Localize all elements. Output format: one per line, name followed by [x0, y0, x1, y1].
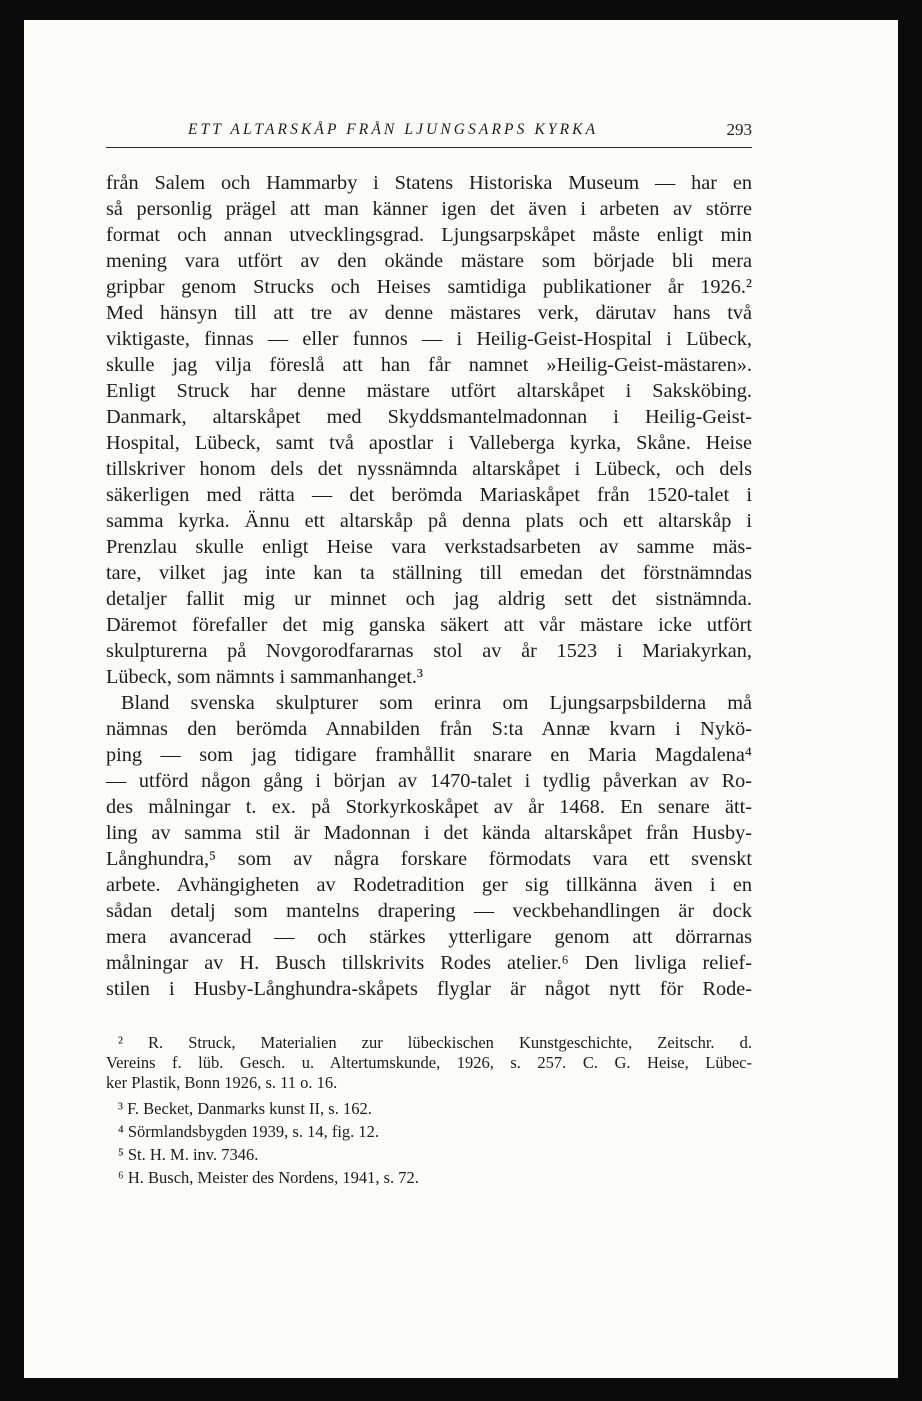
- body-line: Enligt Struck har denne mästare utfört altarskåpet i Saksköbing.: [106, 380, 752, 402]
- body-line: tare, vilket jag inte kan ta ställning till emedan det förstnämndas: [106, 562, 752, 584]
- body-line: målningar av H. Busch tillskrivits Rodes atelier.⁶ Den livliga relief-: [106, 952, 752, 974]
- body-line: des målningar t. ex. på Storkyrkoskåpet av år 1468. En senare ätt-: [106, 796, 752, 818]
- body-line: mera avancerad — och stärkes ytterligare genom att dörrarnas: [106, 926, 752, 948]
- body-line: arbete. Avhängigheten av Rodetradition ger sig tillkänna även i en: [106, 874, 752, 896]
- body-line: sådan detalj som mantelns drapering — veckbehandlingen är dock: [106, 900, 752, 922]
- body-line: så personlig prägel att man känner igen det även i arbeten av större: [106, 198, 752, 220]
- body-line: Med hänsyn till att tre av denne mästares verk, därutav hans två: [106, 302, 752, 324]
- body-line: skulpturerna på Novgorodfararnas stol av år 1523 i Mariakyrkan,: [106, 640, 752, 662]
- footnote-line: ⁶ H. Busch, Meister des Nordens, 1941, s. 72.: [118, 1168, 419, 1187]
- body-line: — utförd någon gång i början av 1470-talet i tydlig påverkan av Ro-: [106, 770, 752, 792]
- running-title: ETT ALTARSKÅP FRÅN LJUNGSARPS KYRKA: [188, 121, 599, 138]
- body-line: format och annan utvecklingsgrad. Ljungsarpskåpet måste enligt min: [106, 224, 752, 246]
- body-line: Bland svenska skulpturer som erinra om Ljungsarpsbilderna må: [121, 692, 752, 714]
- body-line: Däremot förefaller det mig ganska säkert att vår mästare icke utfört: [106, 614, 752, 636]
- body-line: Hospital, Lübeck, samt två apostlar i Valleberga kyrka, Skåne. Heise: [106, 432, 752, 454]
- body-line: nämnas den berömda Annabilden från S:ta Annæ kvarn i Nykö-: [106, 718, 752, 740]
- body-line: detaljer fallit mig ur minnet och jag aldrig sett det sistnämnda.: [106, 588, 752, 610]
- body-line: säkerligen med rätta — det berömda Mariaskåpet från 1520-talet i: [106, 484, 752, 506]
- body-line: Danmark, altarskåpet med Skyddsmantelmadonnan i Heilig-Geist-: [106, 406, 752, 428]
- body-line: Långhundra,⁵ som av några forskare förmodats vara ett svenskt: [106, 848, 752, 870]
- body-line: tillskriver honom dels det nyssnämnda altarskåpet i Lübeck, och dels: [106, 458, 752, 480]
- body-line: samma kyrka. Ännu ett altarskåp på denna plats och ett altarskåp i: [106, 510, 752, 532]
- body-line: Lübeck, som nämnts i sammanhanget.³: [106, 666, 423, 688]
- body-line: från Salem och Hammarby i Statens Historiska Museum — har en: [106, 172, 752, 194]
- body-line: stilen i Husby-Långhundra-skåpets flyglar är något nytt för Rode-: [106, 978, 752, 1000]
- body-line: viktigaste, finnas — eller funnos — i Heilig-Geist-Hospital i Lübeck,: [106, 328, 752, 350]
- footnote-line: ² R. Struck, Materialien zur lübeckischen Kunstgeschichte, Zeitschr. d.: [118, 1033, 752, 1052]
- body-line: ping — som jag tidigare framhållit snarare en Maria Magdalena⁴: [106, 744, 752, 766]
- footnote-line: ⁵ St. H. M. inv. 7346.: [118, 1145, 259, 1164]
- page-number: 293: [726, 120, 752, 139]
- body-line: skulle jag vilja föreslå att han får namnet »Heilig-Geist-mästaren».: [106, 354, 752, 376]
- footnote-line: Vereins f. lüb. Gesch. u. Altertumskunde, 1926, s. 257. C. G. Heise, Lübec-: [106, 1053, 752, 1072]
- footnote-line: ⁴ Sörmlandsbygden 1939, s. 14, fig. 12.: [118, 1122, 380, 1141]
- footnote-line: ker Plastik, Bonn 1926, s. 11 o. 16.: [106, 1073, 338, 1092]
- body-line: gripbar genom Strucks och Heises samtidiga publikationer år 1926.²: [106, 276, 752, 298]
- running-header: [106, 119, 752, 148]
- body-line: ling av samma stil är Madonnan i det kända altarskåpet från Husby-: [106, 822, 752, 844]
- footnote-line: ³ F. Becket, Danmarks kunst II, s. 162.: [118, 1099, 372, 1118]
- body-line: Prenzlau skulle enligt Heise vara verkstadsarbeten av samme mäs-: [106, 536, 752, 558]
- body-line: mening vara utfört av den okände mästare som började bli mera: [106, 250, 752, 272]
